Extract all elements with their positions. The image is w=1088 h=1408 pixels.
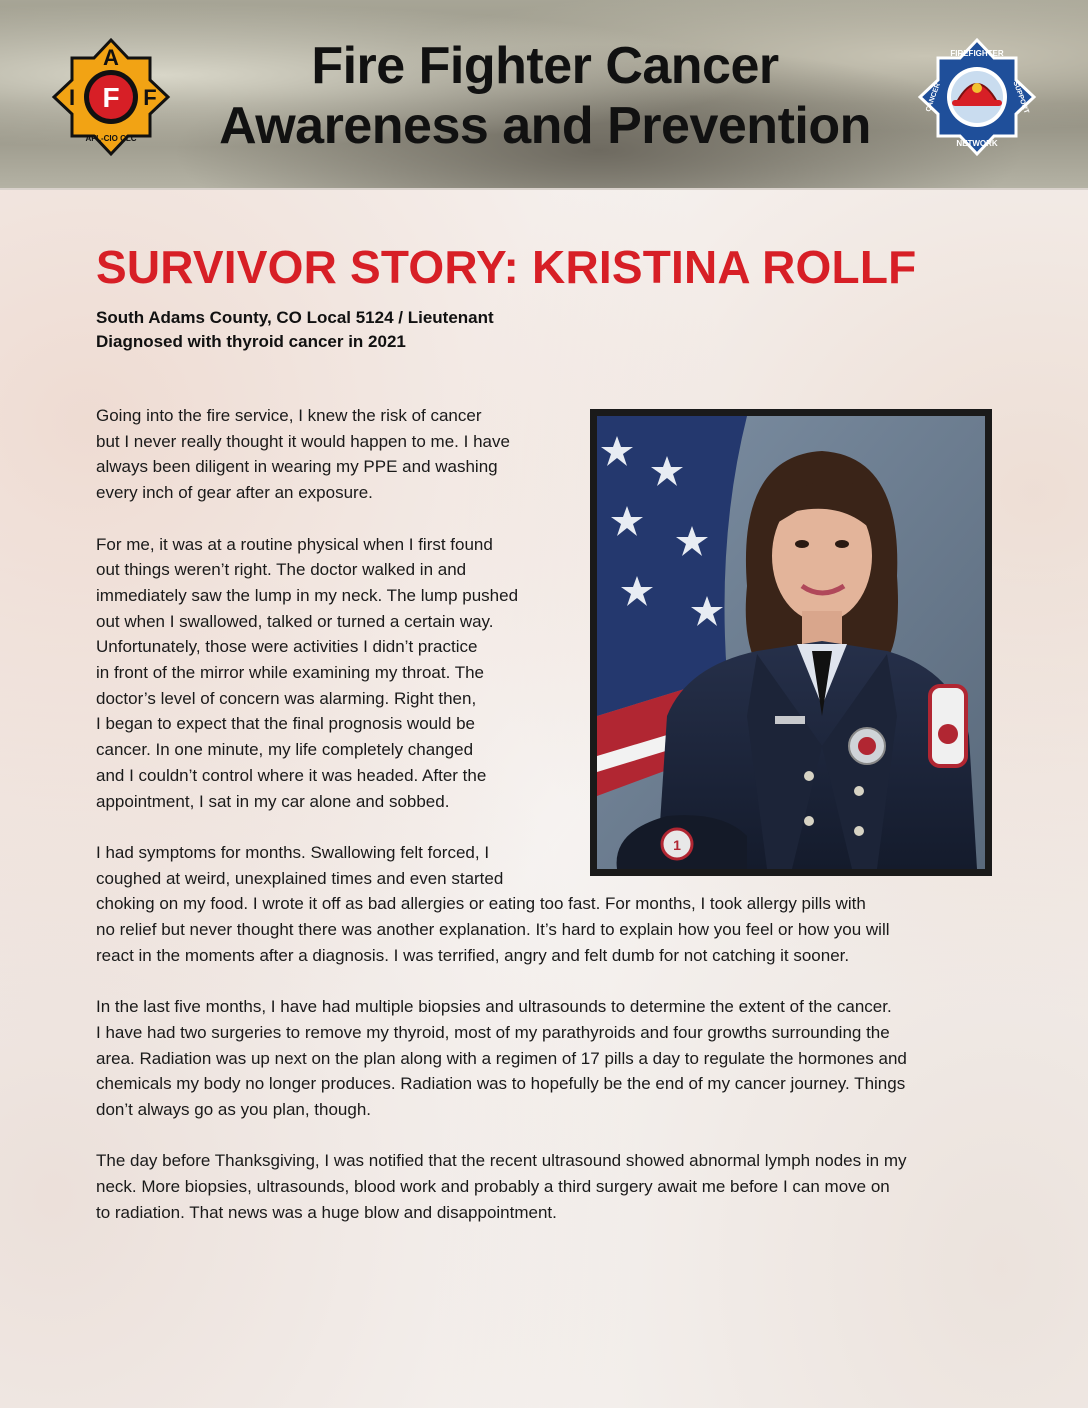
paragraph-line: The day before Thanksgiving, I was notified that the recent ultrasound showed abnormal lymph nodes in my xyxy=(96,1151,907,1171)
paragraph-line: don’t always go as you plan, though. xyxy=(96,1099,372,1119)
logo-bottom-text: AFL-CIO CLC xyxy=(85,134,137,143)
paragraph-line: coughed at weird, unexplained times and even started xyxy=(96,868,504,888)
logo-letter-top: A xyxy=(103,45,119,70)
story-title: SURVIVOR STORY: KRISTINA ROLLF xyxy=(96,241,917,293)
body-paragraph-1 xyxy=(96,403,907,506)
paragraph-line: no relief but never thought there was another explanation. It’s hard to explain how you feel or how you will xyxy=(96,920,890,940)
paragraph-line: in front of the mirror while examining my throat. The xyxy=(96,663,485,683)
paragraph-line: but I never really thought it would happen to me. I have xyxy=(96,431,510,451)
paragraph-line: and I couldn’t control where it was headed. After the xyxy=(96,765,487,785)
paragraph-line: area. Radiation was up next on the plan along with a regimen of 17 pills a day to regulate the hormones and xyxy=(96,1048,907,1068)
logo-letter-left: I xyxy=(68,85,76,110)
body-paragraph-4 xyxy=(96,994,907,1123)
paragraph-line: out things weren’t right. The doctor walked in and xyxy=(96,560,467,580)
paragraph-line: I had symptoms for months. Swallowing felt forced, I xyxy=(96,842,490,862)
paragraph-line: For me, it was at a routine physical when I first found xyxy=(96,534,493,554)
logo-top-text: FIREFIGHTER xyxy=(950,49,1004,58)
subtitle-line-2: Diagnosed with thyroid cancer in 2021 xyxy=(96,332,406,351)
story-body xyxy=(96,403,907,1251)
paragraph-line: doctor’s level of concern was alarming. Right then, xyxy=(96,688,477,708)
logo-letter-right: F xyxy=(143,85,157,110)
paragraph-line: cancer. In one minute, my life completely changed xyxy=(96,740,474,760)
paragraph-line: choking on my food. I wrote it off as bad allergies or eating too fast. For months, I took allergy pills with xyxy=(96,894,866,914)
paragraph-line: always been diligent in wearing my PPE and washing xyxy=(96,457,498,477)
paragraph-line: I have had two surgeries to remove my thyroid, most of my parathyroids and four growths surrounding the xyxy=(96,1022,890,1042)
body-paragraph-2 xyxy=(96,532,907,815)
subtitle-line-1: South Adams County, CO Local 5124 / Lieutenant xyxy=(96,308,494,327)
logo-bottom-text: NETWORK xyxy=(956,139,998,148)
paragraph-line: Unfortunately, those were activities I didn’t practice xyxy=(96,637,478,657)
iaff-maltese-cross-logo xyxy=(50,36,172,158)
paragraph-line: Going into the fire service, I knew the risk of cancer xyxy=(96,406,482,425)
hat-badge-text: 1 xyxy=(673,837,681,853)
paragraph-line: every inch of gear after an exposure. xyxy=(96,483,373,503)
paragraph-line: chemicals my body no longer produces. Radiation was to hopefully be the end of my cancer journey. Things xyxy=(96,1074,906,1094)
paragraph-line: immediately saw the lump in my neck. The lump pushed xyxy=(96,585,519,605)
logo-letter-center: F xyxy=(102,82,120,113)
body-paragraph-3 xyxy=(96,840,907,969)
paragraph-line: react in the moments after a diagnosis. I was terrified, angry and felt dumb for not catching it sooner. xyxy=(96,945,850,965)
header-banner xyxy=(0,0,1088,190)
paragraph-line: appointment, I sat in my car alone and sobbed. xyxy=(96,791,450,811)
paragraph-line: neck. More biopsies, ultrasounds, blood work and probably a third surgery await me before I can move on xyxy=(96,1177,890,1197)
logo-left-text: CANCER xyxy=(924,82,942,113)
body-paragraph-5 xyxy=(96,1148,907,1225)
paragraph-line: out when I swallowed, talked or turned a certain way. xyxy=(96,611,494,631)
title-line-1: Fire Fighter Cancer xyxy=(311,37,779,95)
story-subtitle xyxy=(96,306,494,354)
fcsn-logo xyxy=(916,36,1038,158)
logo-right-text: SUPPORT xyxy=(1011,80,1030,115)
page-title xyxy=(200,36,890,156)
title-line-2: Awareness and Prevention xyxy=(219,97,871,155)
paragraph-line: to radiation. That news was a huge blow and disappointment. xyxy=(96,1202,557,1222)
paragraph-line: In the last five months, I have had multiple biopsies and ultrasounds to determine the extent of the cancer. xyxy=(96,997,892,1017)
paragraph-line: I began to expect that the final prognosis would be xyxy=(96,714,475,734)
